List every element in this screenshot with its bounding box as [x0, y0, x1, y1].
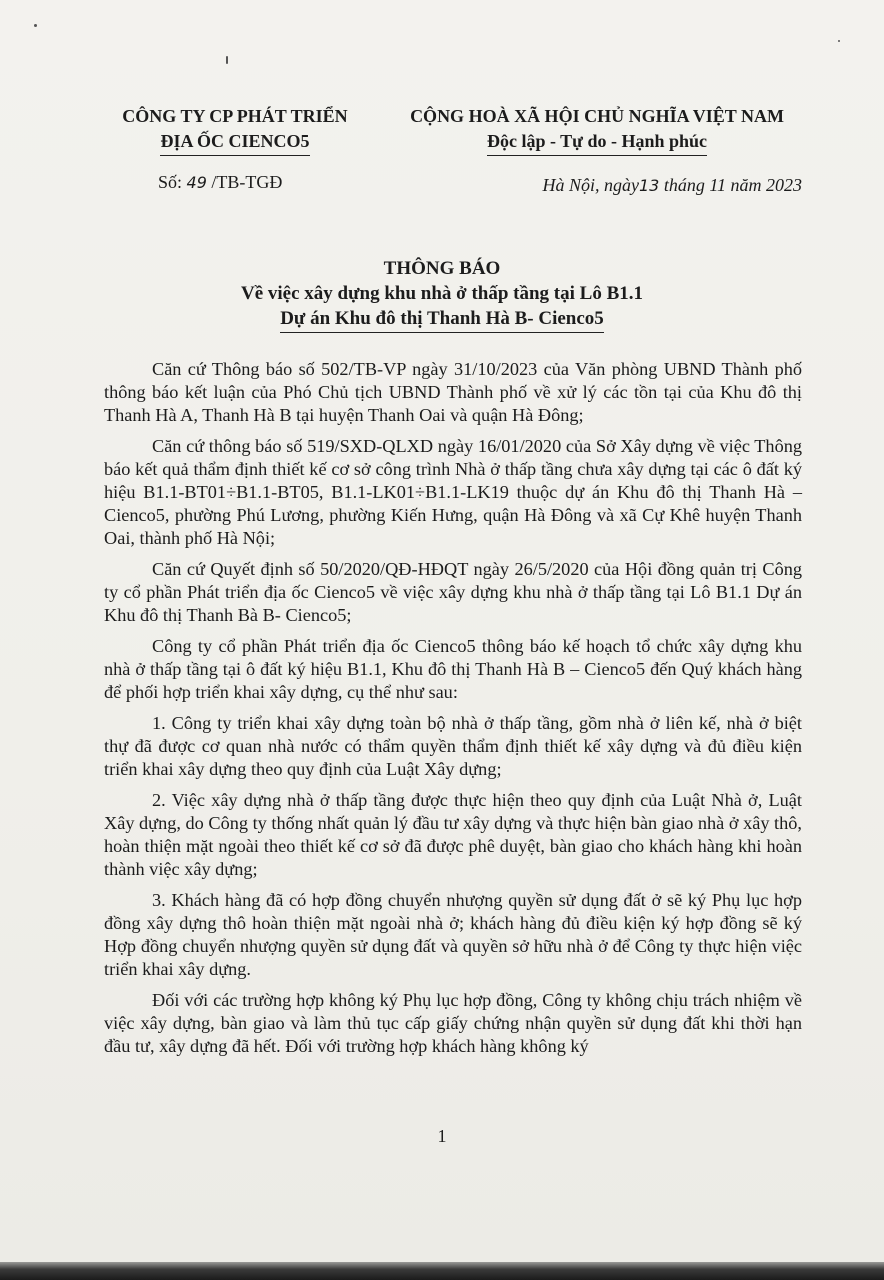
company-name-line2: ĐỊA ỐC CIENCO5: [160, 129, 309, 156]
national-motto: Độc lập - Tự do - Hạnh phúc: [487, 129, 707, 156]
national-title: CỘNG HOÀ XÃ HỘI CHỦ NGHĨA VIỆT NAM: [410, 106, 784, 126]
scan-bottom-edge: [0, 1262, 884, 1280]
scan-speck: [838, 40, 840, 42]
body-paragraph: Công ty cổ phần Phát triển địa ốc Cienco5 thông báo kế hoạch tổ chức xây dựng khu nhà ở thấp tầng tại ô đất ký hiệu B1.1, Khu đô thị Thanh Hà B – Cienco5 đến Quý khách hàng để phối hợp triển khai xây dựng, cụ thể như sau:: [104, 636, 802, 702]
scan-speck: [226, 56, 228, 64]
notice-subtitle-1: Về việc xây dựng khu nhà ở thấp tầng tại Lô B1.1: [241, 283, 643, 304]
page-number: 1: [437, 1126, 447, 1146]
doc-number-prefix: Số:: [158, 172, 183, 192]
national-header: [382, 104, 812, 156]
notice-body: [104, 358, 802, 1066]
body-paragraph: 1. Công ty triển khai xây dựng toàn bộ nhà ở thấp tầng, gồm nhà ở liên kế, nhà ở biệt thự đã được cơ quan nhà nước có thẩm quyền thẩm định thiết kế xây dựng và đủ điều kiện triển khai xây dựng theo quy định của Luật Xây dựng;: [104, 713, 802, 779]
company-header: [100, 104, 370, 156]
doc-number-suffix: /TB-TGĐ: [211, 172, 283, 192]
body-paragraph: Căn cứ Thông báo số 502/TB-VP ngày 31/10/2023 của Văn phòng UBND Thành phố thông báo kết luận của Phó Chủ tịch UBND Thành phố về xử lý các tồn tại của Khu đô thị Thanh Hà A, Thanh Hà B tại huyện Thanh Oai và quận Hà Đông;: [104, 359, 802, 425]
body-paragraph: 3. Khách hàng đã có hợp đồng chuyển nhượng quyền sử dụng đất ở sẽ ký Phụ lục hợp đồng xây dựng thô hoàn thiện mặt ngoài nhà ở; khách hàng đủ điều kiện ký hợp đồng sẽ ký Hợp đồng chuyển nhượng quyền sử dụng đất và quyền sở hữu nhà ở để Công ty thực hiện việc triển khai xây dựng.: [104, 890, 802, 979]
company-name-line1: CÔNG TY CP PHÁT TRIỂN: [122, 106, 348, 126]
body-paragraph: Căn cứ Quyết định số 50/2020/QĐ-HĐQT ngày 26/5/2020 của Hội đồng quản trị Công ty cổ phần Phát triển địa ốc Cienco5 về việc xây dựng khu nhà ở thấp tầng tại Lô B1.1 Dự án Khu đô thị Thanh Bà B- Cienco5;: [104, 559, 802, 625]
scan-speck: [34, 24, 37, 27]
document-number: [158, 172, 282, 193]
date-suffix: tháng 11 năm 2023: [663, 175, 802, 195]
date-line: [542, 175, 802, 196]
date-day-handwritten: 13: [638, 176, 660, 195]
notice-title-block: [0, 256, 884, 333]
body-paragraph: Căn cứ thông báo số 519/SXD-QLXD ngày 16/01/2020 của Sở Xây dựng về việc Thông báo kết quả thẩm định thiết kế cơ sở công trình Nhà ở thấp tầng chưa xây dựng tại các ô đất ký hiệu B1.1-BT01÷B1.1-BT05, B1.1-LK01÷B1.1-LK19 thuộc dự án Khu đô thị Thanh Hà – Cienco5, phường Phú Lương, phường Kiến Hưng, quận Hà Đông và xã Cự Khê huyện Thanh Oai, thành phố Hà Nội;: [104, 436, 802, 548]
notice-heading: THÔNG BÁO: [383, 258, 501, 279]
notice-subtitle-2: Dự án Khu đô thị Thanh Hà B- Cienco5: [280, 306, 604, 333]
body-paragraph: 2. Việc xây dựng nhà ở thấp tầng được thực hiện theo quy định của Luật Nhà ở, Luật Xây dựng, do Công ty thống nhất quản lý đầu tư xây dựng và thực hiện bàn giao nhà ở xây thô, hoàn thiện mặt ngoài theo thiết kế cơ sở đã được phê duyệt, bàn giao cho khách hàng khi hoàn thành việc xây dựng;: [104, 790, 802, 879]
doc-number-handwritten: 49: [186, 173, 207, 192]
date-prefix: Hà Nội, ngày: [542, 175, 639, 195]
body-paragraph: Đối với các trường hợp không ký Phụ lục hợp đồng, Công ty không chịu trách nhiệm về việc xây dựng, bàn giao và làm thủ tục cấp giấy chứng nhận quyền sử dụng đất khi thời hạn đầu tư, xây dựng đã hết. Đối với trường hợp khách hàng không ký: [104, 990, 802, 1056]
